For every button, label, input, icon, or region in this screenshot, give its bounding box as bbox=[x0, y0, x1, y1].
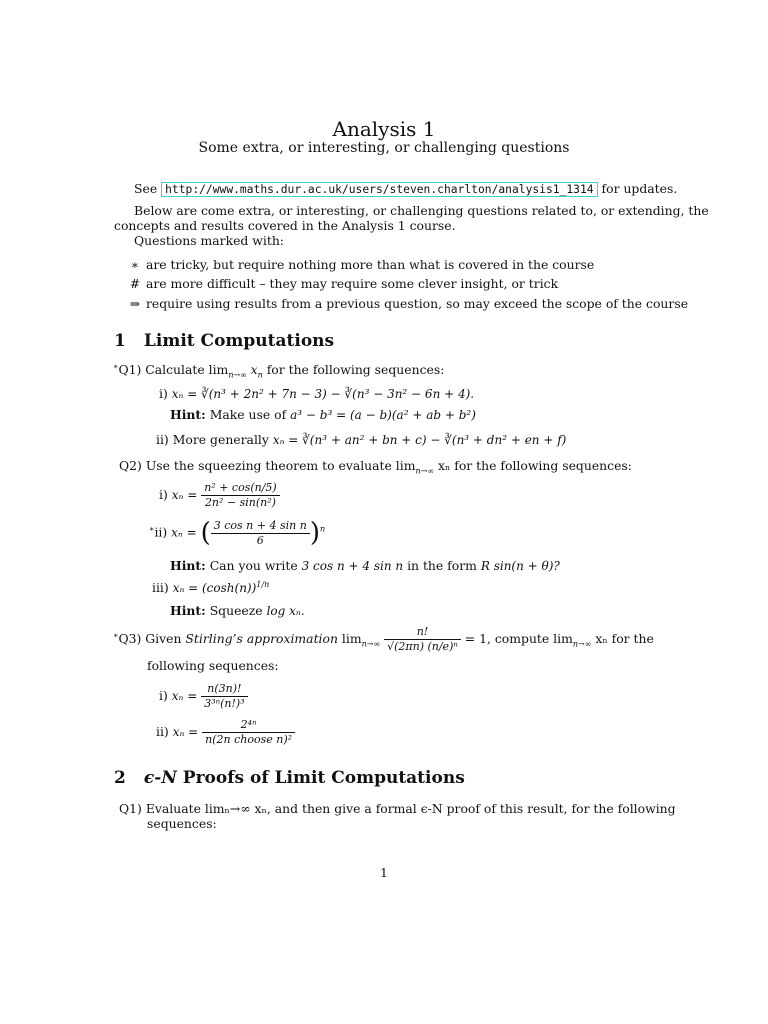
q-tail: xₙ for the bbox=[595, 631, 654, 646]
intro-para-line2: concepts and results covered in the Analysis 1 course. bbox=[114, 218, 456, 233]
s2-q1 bbox=[119, 801, 676, 816]
document-title: Analysis 1 bbox=[332, 117, 436, 141]
q-text: Use the squeezing theorem to evaluate lim bbox=[145, 458, 416, 473]
item-label: ii) bbox=[156, 724, 169, 739]
item-label: iii) bbox=[152, 580, 169, 596]
section-number: 2 bbox=[114, 768, 126, 788]
marker-row-previous bbox=[128, 296, 688, 311]
marker-row-tricky bbox=[128, 257, 594, 272]
asterisk-marker-icon: ∗ bbox=[130, 257, 140, 272]
fraction bbox=[384, 625, 461, 654]
page-number: 1 bbox=[380, 865, 388, 880]
intro-para-line1: Below are come extra, or interesting, or challenging questions related to, or extending, the bbox=[134, 203, 709, 218]
q-suffix: xₙ for the following sequences: bbox=[437, 458, 632, 473]
fraction-numerator: n! bbox=[416, 625, 429, 638]
section-title-math: ϵ-N bbox=[143, 768, 177, 788]
s1-q2 bbox=[119, 458, 632, 475]
fraction bbox=[201, 481, 280, 510]
see-suffix: for updates. bbox=[601, 181, 678, 196]
hint-math: 3 cos n + 4 sin n bbox=[301, 559, 404, 573]
marker-row-difficult bbox=[128, 276, 558, 291]
s1-q1 bbox=[113, 362, 444, 380]
hash-marker-icon: # bbox=[129, 276, 141, 291]
q-text: Calculate lim bbox=[145, 362, 229, 378]
see-line bbox=[134, 181, 677, 196]
fraction bbox=[201, 682, 247, 711]
item-math: xₙ = (cosh(n)) bbox=[172, 581, 257, 596]
s1-q3 bbox=[113, 625, 654, 654]
section-title: Limit Computations bbox=[143, 331, 335, 351]
s1-q1-ii bbox=[156, 432, 566, 447]
item-text: More generally bbox=[172, 432, 269, 447]
fraction-numerator: n(3n)! bbox=[207, 682, 242, 695]
q-label: Q1) bbox=[119, 801, 142, 816]
item-label: i) bbox=[159, 386, 168, 401]
fraction bbox=[202, 718, 295, 747]
marked-with-label: Questions marked with: bbox=[134, 233, 284, 248]
section-1-heading bbox=[114, 331, 334, 351]
implies-arrow-icon: ⇒ bbox=[129, 296, 141, 311]
q-label: Q2) bbox=[119, 458, 142, 473]
item-label: i) bbox=[159, 688, 168, 703]
item-label: ii) bbox=[156, 432, 169, 447]
fraction-denominator: 6 bbox=[211, 533, 310, 548]
hint-pre: Squeeze bbox=[209, 603, 263, 618]
hint-label: Hint: bbox=[170, 558, 206, 573]
item-marker: ∗ bbox=[149, 524, 155, 534]
hint-mid: in the form bbox=[407, 558, 477, 573]
q-marker: ∗ bbox=[113, 630, 119, 640]
item-lhs: xₙ = bbox=[171, 525, 197, 540]
q-eq: = 1, compute lim bbox=[464, 631, 573, 646]
item-math: xₙ = ∛(n³ + an² + bn + c) − ∛(n³ + dn² + en + f) bbox=[272, 433, 567, 447]
hint-label: Hint: bbox=[170, 407, 206, 422]
marker-text: are more difficult – they may require some clever insight, or trick bbox=[145, 276, 559, 291]
right-paren: ) bbox=[309, 518, 320, 548]
exponent: 1/n bbox=[256, 580, 270, 589]
s1-q1-hint bbox=[170, 407, 476, 422]
q-tail-sub: n bbox=[257, 370, 263, 380]
section-2-heading bbox=[114, 768, 465, 788]
q-marker: ∗ bbox=[113, 362, 119, 371]
hint-pre: Make use of bbox=[209, 407, 287, 422]
q-lim-sub: n→∞ bbox=[415, 466, 435, 476]
hint-label: Hint: bbox=[170, 603, 206, 618]
item-lhs: xₙ = bbox=[171, 689, 198, 703]
q-text: Evaluate limₙ→∞ xₙ, and then give a formal ϵ-N proof of this result, for the following bbox=[145, 801, 676, 816]
q-label: Q1) bbox=[118, 362, 142, 378]
s1-q2-hint3 bbox=[170, 603, 305, 618]
q-lim: lim bbox=[341, 631, 362, 646]
s1-q3-line2: following sequences: bbox=[147, 658, 279, 673]
see-prefix: See bbox=[134, 181, 158, 196]
fraction-denominator: n(2n choose n)² bbox=[202, 732, 295, 747]
fraction-numerator: 2⁴ⁿ bbox=[240, 718, 257, 731]
fraction-denominator: 2n² − sin(n²) bbox=[201, 495, 280, 510]
course-url-link[interactable]: http://www.maths.dur.ac.uk/users/steven.charlton/analysis1_1314 bbox=[161, 182, 597, 197]
section-title: Proofs of Limit Computations bbox=[182, 768, 465, 788]
s1-q2-iii bbox=[152, 580, 269, 595]
marker-text: require using results from a previous question, so may exceed the scope of the course bbox=[145, 296, 689, 311]
hint-pre: Can you write bbox=[209, 558, 298, 573]
fraction-numerator: n² + cos(n/5) bbox=[204, 481, 277, 494]
fraction bbox=[211, 519, 310, 548]
fraction-denominator: √(2πn) (n/e)ⁿ bbox=[384, 639, 461, 654]
q-pre: Given bbox=[145, 631, 182, 646]
s1-q2-i bbox=[159, 481, 280, 510]
item-lhs: xₙ = bbox=[172, 725, 199, 739]
s1-q3-ii bbox=[156, 718, 295, 747]
q-lim-sub: n→∞ bbox=[228, 370, 247, 380]
q-lim-sub: n→∞ bbox=[361, 639, 381, 649]
item-math: xₙ = ∛(n³ + 2n² + 7n − 3) − ∛(n³ − 3n² − 6n + 4). bbox=[171, 387, 475, 401]
s1-q2-hint2 bbox=[170, 558, 560, 573]
q-suffix: for the following sequences: bbox=[266, 362, 445, 378]
hint-math: a³ − b³ = (a − b)(a² + ab + b²) bbox=[290, 408, 476, 422]
section-number: 1 bbox=[114, 331, 126, 351]
q-lim-sub2: n→∞ bbox=[572, 639, 592, 649]
item-lhs: xₙ = bbox=[171, 488, 198, 502]
item-label: ii) bbox=[154, 524, 168, 540]
document-subtitle: Some extra, or interesting, or challenging questions bbox=[198, 140, 570, 156]
left-paren: ( bbox=[200, 518, 211, 548]
fraction-denominator: 3³ⁿ(n!)³ bbox=[201, 696, 247, 711]
q-label: Q3) bbox=[118, 631, 142, 646]
hint-math2: R sin(n + θ)? bbox=[480, 559, 560, 573]
fraction-numerator: 3 cos n + 4 sin n bbox=[213, 518, 307, 532]
q-tail: x bbox=[250, 363, 258, 378]
s1-q3-i bbox=[159, 682, 248, 711]
s1-q1-i bbox=[159, 386, 474, 401]
item-label: i) bbox=[159, 487, 168, 502]
marker-text: are tricky, but require nothing more than what is covered in the course bbox=[145, 257, 595, 272]
hint-math: log xₙ. bbox=[266, 604, 305, 618]
q-italic: Stirling’s approximation bbox=[185, 631, 338, 646]
s2-q1-line2: sequences: bbox=[147, 816, 217, 831]
s1-q2-ii bbox=[149, 518, 325, 548]
exponent: n bbox=[319, 524, 326, 534]
